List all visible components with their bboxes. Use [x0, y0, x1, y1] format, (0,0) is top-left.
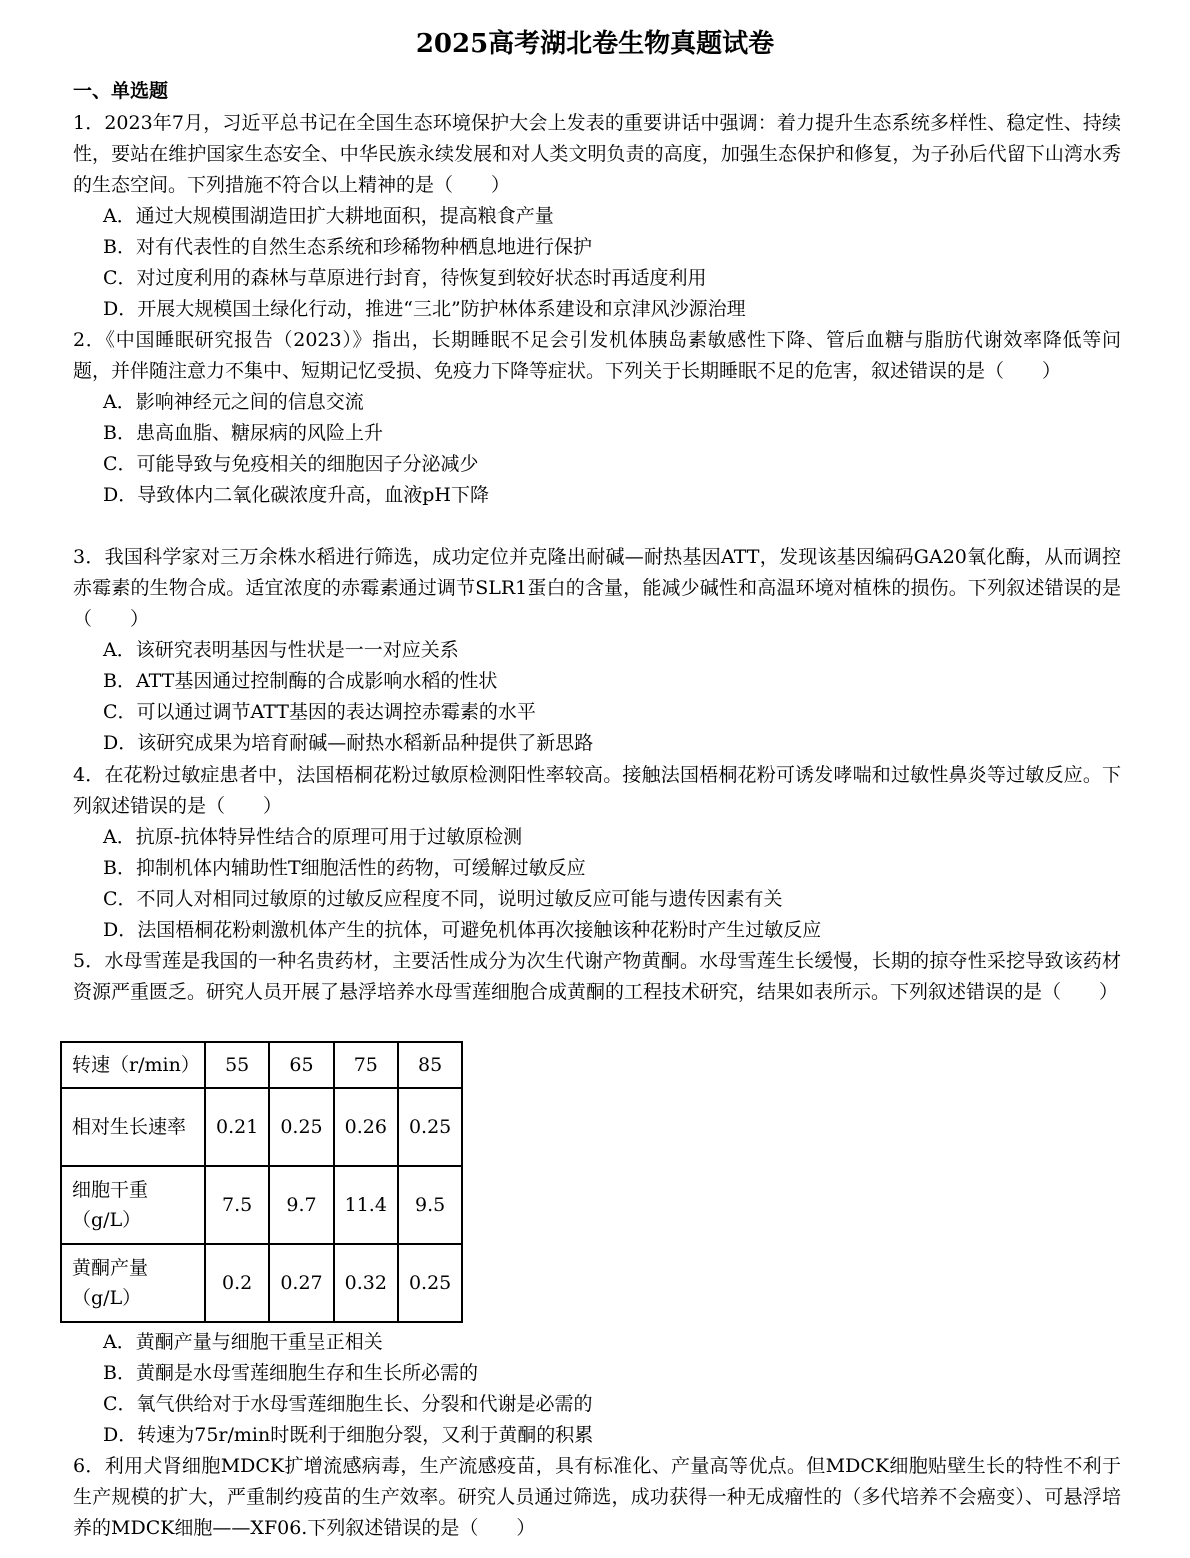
- option-b: B．黄酮是水母雪莲细胞生存和生长所必需的: [103, 1362, 478, 1384]
- table-cell: 11.4: [334, 1166, 398, 1244]
- table-cell: 9.5: [398, 1166, 462, 1244]
- table-cell: 85: [398, 1042, 462, 1088]
- option-b: B．抑制机体内辅助性T细胞活性的药物，可缓解过敏反应: [103, 857, 586, 879]
- option-a: A．通过大规模围湖造田扩大耕地面积，提高粮食产量: [103, 205, 554, 227]
- question-1: [73, 108, 1121, 325]
- option-b: B．ATT基因通过控制酶的合成影响水稻的性状: [103, 670, 498, 692]
- table-cell: 7.5: [205, 1166, 269, 1244]
- option-b: B．对有代表性的自然生态系统和珍稀物种栖息地进行保护: [103, 236, 592, 258]
- option-a: A．黄酮产量与细胞干重呈正相关: [103, 1331, 383, 1353]
- table-cell: 0.2: [205, 1244, 269, 1322]
- question-2: [73, 325, 1121, 511]
- option-d: D．转速为75r/min时既利于细胞分裂，又利于黄酮的积累: [103, 1424, 594, 1446]
- table-cell: 0.25: [269, 1088, 333, 1166]
- row-label: 细胞干重（g/L）: [61, 1166, 205, 1244]
- question-stem: 2．《中国睡眠研究报告（2023）》指出，长期睡眠不足会引发机体胰岛素敏感性下降、管后血糖与脂肪代谢效率降低等问题，并伴随注意力不集中、短期记忆受损、免疫力下降等症状。下列关于长期睡眠不足的危害，叙述错误的是（ ）: [73, 329, 1121, 382]
- question-6: [73, 1451, 1121, 1544]
- option-c: C．氧气供给对于水母雪莲细胞生长、分裂和代谢是必需的: [103, 1393, 593, 1415]
- option-d: D．导致体内二氧化碳浓度升高，血液pH下降: [103, 484, 489, 506]
- option-c: C．不同人对相同过敏原的过敏反应程度不同，说明过敏反应可能与遗传因素有关: [103, 888, 783, 910]
- question-3: [73, 542, 1121, 759]
- question-stem: 3．我国科学家对三万余株水稻进行筛选，成功定位并克隆出耐碱—耐热基因ATT，发现该基因编码GA20氧化酶，从而调控赤霉素的生物合成。适宜浓度的赤霉素通过调节SLR1蛋白的含量，能减少碱性和高温环境对植株的损伤。下列叙述错误的是（ ）: [73, 546, 1121, 630]
- option-c: C．对过度利用的森林与草原进行封育，待恢复到较好状态时再适度利用: [103, 267, 707, 289]
- option-d: D．法国梧桐花粉刺激机体产生的抗体，可避免机体再次接触该种花粉时产生过敏反应: [103, 919, 822, 941]
- question-5-options: [73, 1327, 1121, 1451]
- row-label: 黄酮产量（g/L）: [61, 1244, 205, 1322]
- table-row: [61, 1244, 462, 1322]
- question-stem: 6．利用犬肾细胞MDCK扩增流感病毒，生产流感疫苗，具有标准化、产量高等优点。但MDCK细胞贴壁生长的特性不利于生产规模的扩大，严重制约疫苗的生产效率。研究人员通过筛选，成功获得一种无成瘤性的（多代培养不会癌变）、可悬浮培养的MDCK细胞——XF06.下列叙述错误的是（ ）: [73, 1455, 1121, 1539]
- table-cell: 0.25: [398, 1244, 462, 1322]
- table-row: [61, 1088, 462, 1166]
- option-c: C．可以通过调节ATT基因的表达调控赤霉素的水平: [103, 701, 536, 723]
- table-cell: 75: [334, 1042, 398, 1088]
- question-stem: 5．水母雪莲是我国的一种名贵药材，主要活性成分为次生代谢产物黄酮。水母雪莲生长缓慢，长期的掠夺性采挖导致该药材资源严重匮乏。研究人员开展了悬浮培养水母雪莲细胞合成黄酮的工程技术研究，结果如表所示。下列叙述错误的是（ ）: [73, 950, 1121, 1003]
- table-row: [61, 1042, 462, 1088]
- table-cell: 9.7: [269, 1166, 333, 1244]
- option-b: B．患高血脂、糖尿病的风险上升: [103, 422, 383, 444]
- section-heading: 一、单选题: [73, 80, 169, 102]
- table-cell: 65: [269, 1042, 333, 1088]
- option-d: D．该研究成果为培育耐碱—耐热水稻新品种提供了新思路: [103, 732, 594, 754]
- question-5: [73, 946, 1121, 1008]
- question-4: [73, 760, 1121, 946]
- page-title: 2025高考湖北卷生物真题试卷: [415, 29, 775, 59]
- option-a: A．抗原-抗体特异性结合的原理可用于过敏原检测: [103, 826, 523, 848]
- table-cell: 0.26: [334, 1088, 398, 1166]
- row-label: 相对生长速率: [61, 1088, 205, 1166]
- table-cell: 0.27: [269, 1244, 333, 1322]
- data-table: [60, 1041, 463, 1323]
- row-label: 转速（r/min）: [61, 1042, 205, 1088]
- table-cell: 55: [205, 1042, 269, 1088]
- question-stem: 4．在花粉过敏症患者中，法国梧桐花粉过敏原检测阳性率较高。接触法国梧桐花粉可诱发哮喘和过敏性鼻炎等过敏反应。下列叙述错误的是（ ）: [73, 764, 1121, 817]
- question-stem: 1．2023年7月，习近平总书记在全国生态环境保护大会上发表的重要讲话中强调：着力提升生态系统多样性、稳定性、持续性，要站在维护国家生态安全、中华民族永续发展和对人类文明负责的高度，加强生态保护和修复，为子孙后代留下山湾水秀的生态空间。下列措施不符合以上精神的是（ ）: [73, 112, 1121, 196]
- table-cell: 0.25: [398, 1088, 462, 1166]
- option-a: A．该研究表明基因与性状是一一对应关系: [103, 639, 459, 661]
- table-cell: 0.21: [205, 1088, 269, 1166]
- option-c: C．可能导致与免疫相关的细胞因子分泌减少: [103, 453, 479, 475]
- table-cell: 0.32: [334, 1244, 398, 1322]
- table-row: [61, 1166, 462, 1244]
- option-d: D．开展大规模国土绿化行动，推进“三北”防护林体系建设和京津风沙源治理: [103, 298, 746, 320]
- option-a: A．影响神经元之间的信息交流: [103, 391, 364, 413]
